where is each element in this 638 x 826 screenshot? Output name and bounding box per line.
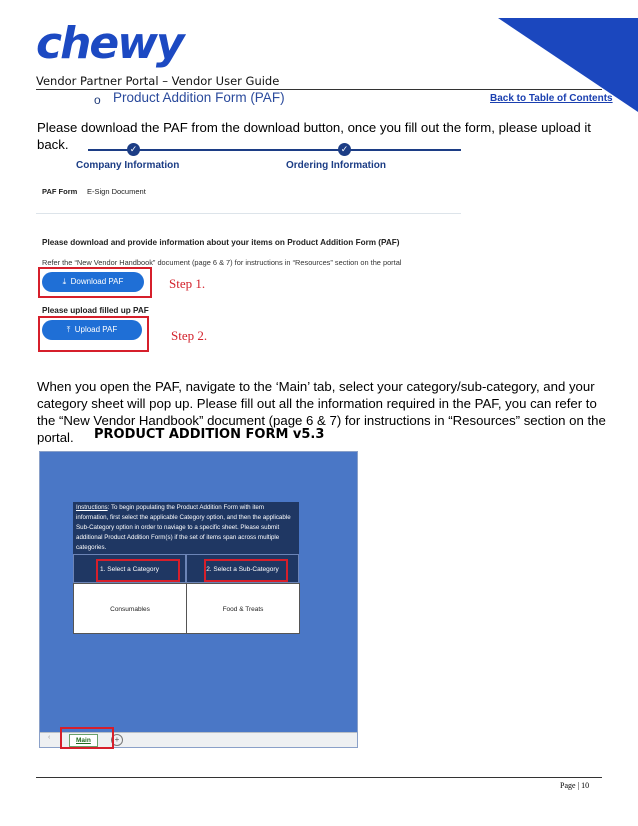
section-title: Product Addition Form (PAF) xyxy=(113,90,285,105)
select-category-header: 1. Select a Category xyxy=(73,554,186,583)
page-number: Page | 10 xyxy=(560,781,590,790)
footer-divider xyxy=(36,777,602,778)
download-note: Refer the “New Vendor Handbook” document (page 6 & 7) for instructions in “Resources” section on the portal xyxy=(42,258,402,267)
step1-highlight xyxy=(38,267,152,298)
step-ordering-information[interactable]: Ordering Information xyxy=(286,160,386,171)
instructions-box xyxy=(73,502,299,554)
document-subtitle: Vendor Partner Portal – Vendor User Guide xyxy=(36,74,280,88)
instructions-label: Instructions xyxy=(76,504,108,511)
step-company-information[interactable]: Company Information xyxy=(76,160,180,171)
subcategory-highlight xyxy=(204,559,288,582)
instructions-paragraph: When you open the PAF, navigate to the ‘Main’ tab, select your category/sub-category, and your category sheet will pop up. Please fill out all the information required in the PAF, you can refer to the “New Vendor Handbook” document (page 6 & 7) for instructions in “Resources” section on the portal. xyxy=(37,379,606,445)
category-select[interactable]: Consumables xyxy=(73,583,187,634)
download-heading: Please download and provide information about your items on Product Addition Form (PAF) xyxy=(42,238,400,247)
back-to-toc-link[interactable]: Back to Table of Contents xyxy=(490,93,613,104)
upload-button-label: Upload PAF xyxy=(74,325,118,334)
step1-label: Step 1. xyxy=(169,276,206,291)
main-tab-highlight xyxy=(60,727,114,749)
sheet-nav-arrow-icon[interactable]: ‹ xyxy=(48,734,51,741)
upload-heading: Please upload filled up PAF xyxy=(42,306,149,315)
sheet-tab-main[interactable]: Main xyxy=(69,734,98,747)
portal-screenshot xyxy=(36,140,466,355)
step-complete-icon: ✓ xyxy=(127,143,140,156)
step-complete-icon: ✓ xyxy=(338,143,351,156)
download-button-label: Download PAF xyxy=(70,277,124,286)
tab-paf-form[interactable]: PAF Form xyxy=(42,187,78,196)
intro-paragraph: Please download the PAF from the download button, once you fill out the form, please upload it back. xyxy=(37,120,591,152)
excel-screenshot xyxy=(39,451,358,748)
download-icon: ⤓ xyxy=(62,277,67,286)
upload-icon: ⤒ xyxy=(66,325,71,334)
instructions-body: : To begin populating the Product Addition Form with item information, first select the applicable Category option, and then the applicable Sub-Category option in order to naviage to a specific sheet. Please submit additional Product Addition Form(s) if the set of items span across multiple categories. xyxy=(76,504,291,551)
step2-label: Step 2. xyxy=(171,328,208,343)
chewy-logo: chewy xyxy=(36,18,183,69)
subcategory-select[interactable]: Food & Treats xyxy=(186,583,300,634)
paf-title: PRODUCT ADDITION FORM v5.3 xyxy=(94,427,325,442)
tab-divider xyxy=(36,213,461,214)
progress-line xyxy=(88,149,461,151)
add-sheet-icon[interactable]: + xyxy=(111,734,123,746)
step2-highlight xyxy=(38,316,149,352)
category-highlight xyxy=(96,559,180,582)
tab-e-sign-document[interactable]: E-Sign Document xyxy=(87,187,146,196)
select-subcategory-header: 2. Select a Sub-Category xyxy=(186,554,299,583)
bullet-icon: o xyxy=(94,93,101,107)
